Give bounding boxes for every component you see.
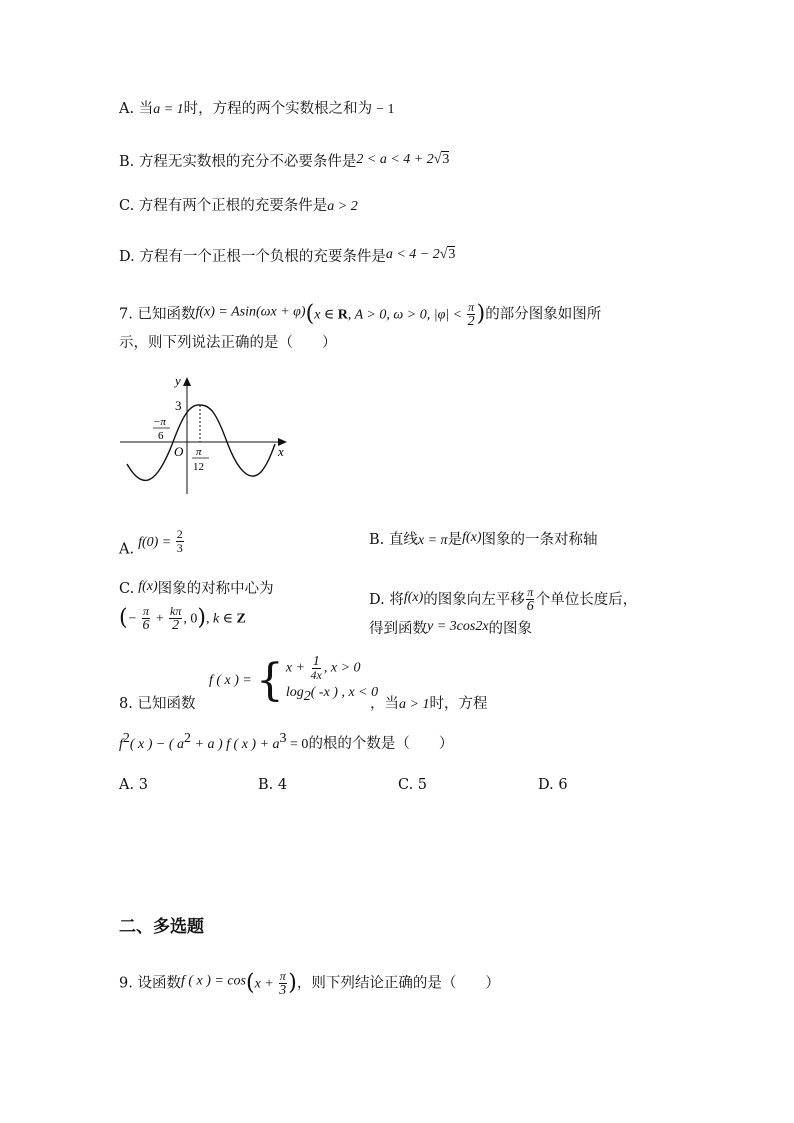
origin-label: O [174, 444, 184, 459]
q8-option-b: B. 4 [258, 777, 288, 793]
q8-option-c: C. 5 [398, 777, 428, 793]
y-axis-label: y [175, 373, 181, 388]
q7-option-c-line1: C. f(x)图象的对称中心为 [119, 579, 274, 597]
q7-option-a: A. f(0) = $\frac{2}{3}$ [119, 527, 183, 558]
q6-option-a: A. 当a = 1时，方程的两个实数根之和为 − 1 [119, 101, 395, 117]
q8-option-d: D. 6 [538, 777, 568, 793]
q6-option-d: D. 方程有一个正根一个负根的充要条件是a < 4 − 2√3 [119, 247, 456, 265]
q8-condition: ，当a > 1时，方程 [370, 696, 488, 712]
peak-label: 3 [175, 398, 182, 413]
q8-equation: $f^2$( x ) − ( $a^2 + a$ ) f ( x ) + $a^3 = 0$的根的个数是（ ） [119, 731, 454, 752]
q7-stem-line2: 示，则下列说法正确的是（ ） [119, 335, 337, 351]
q7-stem-line1: 7. 已知函数f(x) = Asin(ωx + φ)(x ∈ R, A > 0, ω > 0, |φ| < $\frac{\pi}{2}$ )的部分图象如图所 [119, 300, 602, 329]
section-title-multiple-choice: 二、多选题 [119, 917, 204, 937]
q6-option-c: C. 方程有两个正根的充要条件是a > 2 [119, 198, 358, 214]
x-axis [120, 438, 287, 446]
q8-piecewise-function: f ( x ) = { x + $\frac{1}{4x}$ , x > 0 $\log_2$( -x ) , x < 0 [209, 654, 379, 707]
q7-sine-graph [115, 372, 295, 497]
q7-option-d-line1: D. 将f(x)的图象向左平移 $\frac{\pi}{6}$ 个单位长度后， [369, 585, 638, 614]
neg-pi-label: −π [153, 416, 166, 428]
pi-label: π [196, 446, 202, 458]
q8-lead: 8. 已知函数 [119, 696, 196, 712]
q7-option-d-line2: 得到函数y = 3cos2x的图象 [369, 619, 533, 637]
x-axis-label: x [278, 444, 284, 459]
six-label: 6 [158, 430, 164, 442]
q6-option-b: B. 方程无实数根的充分不必要条件是2 < a < 4 + 2√3 [119, 152, 450, 170]
y-axis [183, 377, 191, 494]
q7-option-c-line2: (− $\frac{\pi}{6}$ + $\frac{k\pi}{2}$ , 0), k ∈ Z [119, 604, 246, 633]
q9-stem: 9. 设函数f ( x ) = cos(x + $\frac{\pi}{3}$ )，则下列结论正确的是（ ） [119, 969, 500, 998]
q7-option-b: B. 直线x = π是f(x)图象的一条对称轴 [369, 530, 598, 548]
twelve-label: 12 [193, 461, 204, 473]
q8-option-a: A. 3 [119, 777, 148, 793]
